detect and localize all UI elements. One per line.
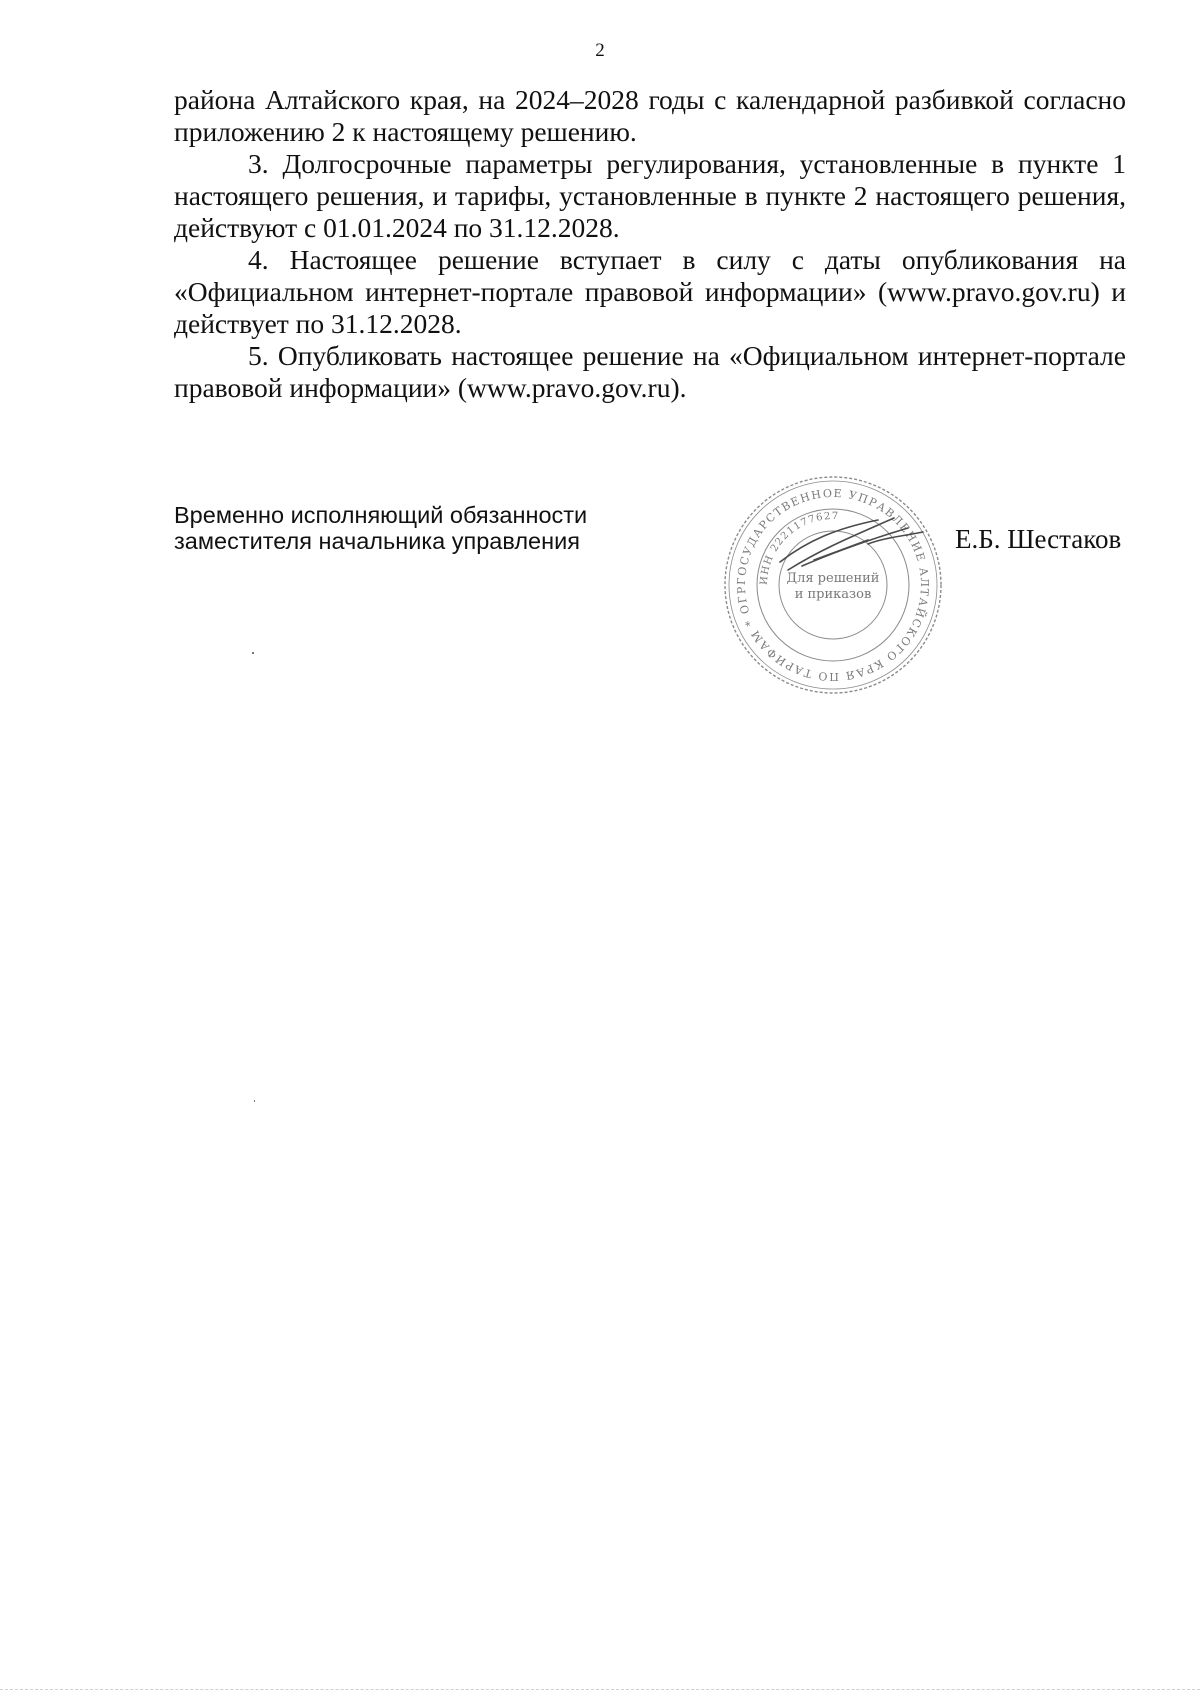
seal-center-line-2: и приказов [794,587,872,602]
page-number: 2 [595,40,605,61]
document-body [174,84,1126,404]
seal-center-line-1: Для решений [786,571,880,586]
scan-speck [254,1100,255,1102]
official-seal [718,470,948,700]
scan-edge [0,1689,1200,1690]
signatory-position [174,502,587,554]
paragraph-4: 4. Настоящее решение вступает в силу с даты опубликования на «Официальном интернет-портале правовой информации» (www.pravo.gov.ru) и действует по 31.12.2028. [174,244,1126,339]
svg-text:ГОСУДАРСТВЕННОЕ УПРАВЛЕНИЕ АЛТ: ГОСУДАРСТВЕННОЕ УПРАВЛЕНИЕ АЛТАЙСКОГО КРАЯ ПО ТАРИФАМ * ОГР [734,486,932,684]
scan-speck [252,652,254,654]
position-line-2: заместителя начальника управления [174,528,580,554]
paragraph-continuation: района Алтайского края, на 2024–2028 годы с календарной разбивкой согласно приложению 2 к настоящему решению. [174,84,1126,147]
seal-inn-text: ИНН 2221177627 [758,510,840,586]
position-line-1: Временно исполняющий обязанности [174,502,588,528]
paragraph-5: 5. Опубликовать настоящее решение на «Официальном интернет-портале правовой информации» (www.pravo.gov.ru). [174,340,1126,403]
paragraph-3: 3. Долгосрочные параметры регулирования, установленные в пункте 1 настоящего решения, и тарифы, установленные в пункте 2 настоящего решения, действуют с 01.01.2024 по 31.12.2028. [174,148,1126,243]
signatory-name: Е.Б. Шестаков [955,524,1122,554]
seal-stamp-icon [718,470,948,700]
